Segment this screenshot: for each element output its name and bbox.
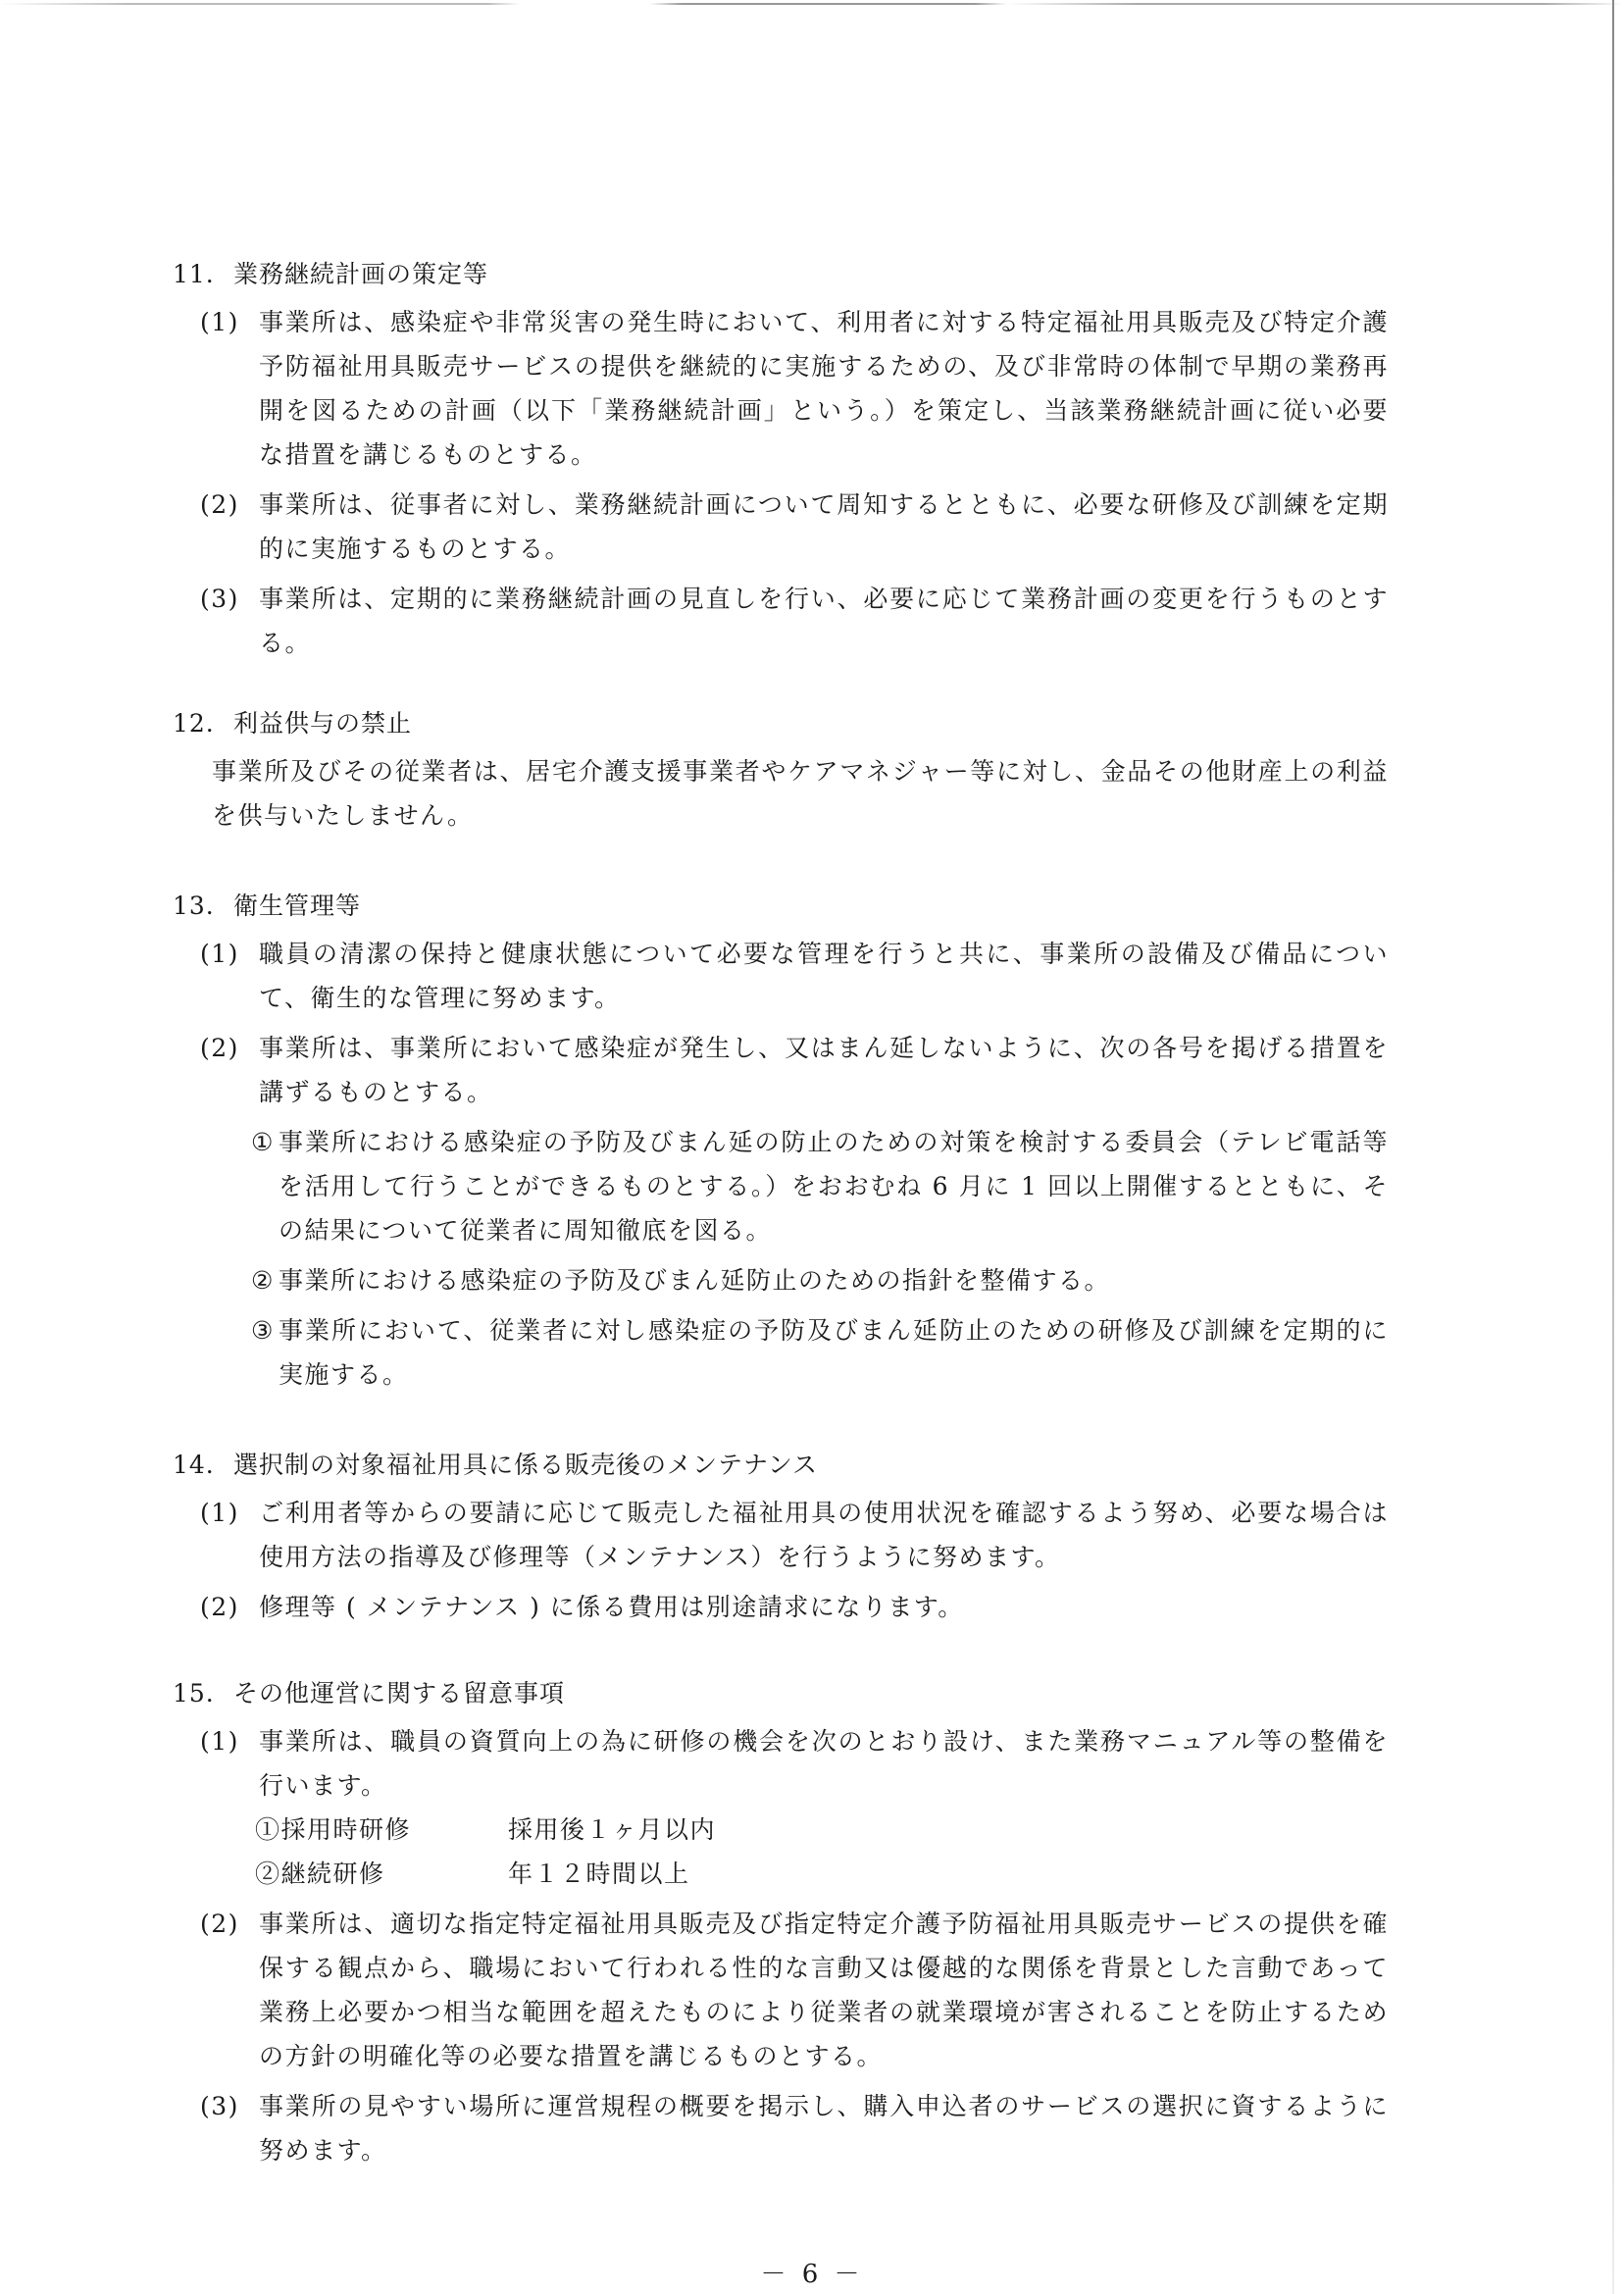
item-text: 事業所は、定期的に業務継続計画の見直しを行い、必要に応じて業務計画の変更を行うものとする。 — [259, 585, 1389, 657]
item-marker: (2) — [200, 1034, 239, 1062]
list-item — [173, 1902, 1389, 2078]
item-marker: (1) — [200, 940, 239, 968]
section-paragraph: 事業所及びその従業者は、居宅介護支援事業者やケアマネジャー等に対し、金品その他財産上の利益を供与いたしません。 — [212, 757, 1389, 830]
section-11 — [173, 257, 1389, 665]
section-heading — [173, 1676, 1389, 1711]
item-marker: (2) — [200, 1593, 239, 1621]
item-text: ご利用者等からの要請に応じて販売した福祉用具の使用状況を確認するよう努め、必要な場合は使用方法の指導及び修理等（メンテナンス）を行うように努めます。 — [259, 1499, 1389, 1571]
item-text: 職員の清潔の保持と健康状態について必要な管理を行うと共に、事業所の設備及び備品について、衛生的な管理に努めます。 — [259, 940, 1389, 1012]
section-heading — [173, 1448, 1389, 1483]
sub-item-marker: ② — [251, 1266, 275, 1295]
item-marker: (3) — [200, 585, 239, 613]
sub-item — [173, 1308, 1389, 1397]
section-title: 選択制の対象福祉用具に係る販売後のメンテナンス — [233, 1451, 819, 1479]
item-text: 事業所は、事業所において感染症が発生し、又はまん延しないように、次の各号を掲げる措置を講ずるものとする。 — [259, 1034, 1389, 1106]
item-marker: (1) — [200, 1499, 239, 1527]
list-item — [173, 300, 1389, 477]
section-number: 12. — [173, 709, 215, 738]
list-item — [173, 932, 1389, 1020]
section-15 — [173, 1676, 1389, 2172]
item-text: 事業所は、感染症や非常災害の発生時において、利用者に対する特定福祉用具販売及び特定介護予防福祉用具販売サービスの提供を継続的に実施するための、及び非常時の体制で早期の業務再開を図るための計画（以下「業務継続計画」という。）を策定し、当該業務継続計画に従い必要な措置を講じるものとする。 — [259, 308, 1389, 469]
item-text: 事業所は、適切な指定特定福祉用具販売及び指定特定介護予防福祉用具販売サービスの提供を確保する観点から、職場において行われる性的な言動又は優越的な関係を背景とした言動であって業務上必要かつ相当な範囲を超えたものにより従業者の就業環境が害されることを防止するための方針の明確化等の必要な措置を講じるものとする。 — [259, 1910, 1389, 2070]
page-number: － 6 － — [760, 2260, 864, 2289]
item-text: 事業所は、職員の資質向上の為に研修の機会を次のとおり設け、また業務マニュアル等の整備を行います。 — [259, 1727, 1389, 1800]
section-heading — [173, 889, 1389, 924]
training-timing: 採用後１ヶ月以内 — [508, 1815, 717, 1844]
sub-item — [173, 1258, 1389, 1302]
sub-item-text: 事業所における感染症の予防及びまん延防止のための指針を整備する。 — [279, 1266, 1111, 1295]
sub-item — [173, 1120, 1389, 1252]
section-heading — [173, 257, 1389, 292]
list-item — [173, 577, 1389, 665]
item-marker: (1) — [200, 1727, 239, 1756]
item-marker: (2) — [200, 490, 239, 519]
section-number: 11. — [173, 260, 215, 288]
section-number: 13. — [173, 892, 215, 920]
list-item — [173, 1491, 1389, 1579]
list-item — [173, 483, 1389, 571]
section-12 — [173, 706, 1389, 838]
section-13 — [173, 889, 1389, 1397]
item-marker: (3) — [200, 2092, 239, 2120]
training-timing: 年１２時間以上 — [508, 1860, 690, 1888]
item-text: 修理等 ( メンテナンス ) に係る費用は別途請求になります。 — [259, 1593, 964, 1621]
section-heading — [173, 706, 1389, 741]
item-text: 事業所の見やすい場所に運営規程の概要を掲示し、購入申込者のサービスの選択に資するように努めます。 — [259, 2092, 1389, 2165]
section-title: 利益供与の禁止 — [233, 709, 413, 738]
section-number: 14. — [173, 1451, 215, 1479]
sub-item-marker: ③ — [251, 1316, 275, 1345]
sub-item-text: 事業所において、従業者に対し感染症の予防及びまん延防止のための研修及び訓練を定期的に実施する。 — [279, 1316, 1389, 1389]
scan-edge-right — [1612, 0, 1614, 2294]
item-text: 事業所は、従事者に対し、業務継続計画について周知するとともに、必要な研修及び訓練を定期的に実施するものとする。 — [259, 490, 1389, 563]
training-name: ②継続研修 — [255, 1860, 385, 1888]
section-number: 15. — [173, 1679, 215, 1708]
item-marker: (1) — [200, 308, 239, 336]
training-row — [173, 1808, 1389, 1852]
sub-item-marker: ① — [251, 1128, 275, 1156]
sub-item-text: 事業所における感染症の予防及びまん延の防止のための対策を検討する委員会（テレビ電話等を活用して行うことができるものとする。）をおおむね 6 月に 1 回以上開催するとともに、その結果について従業者に周知徹底を図る。 — [279, 1128, 1389, 1245]
training-row — [173, 1852, 1389, 1896]
section-14 — [173, 1448, 1389, 1629]
item-marker: (2) — [200, 1910, 239, 1938]
document-body — [173, 257, 1389, 2178]
section-title: 衛生管理等 — [233, 892, 362, 920]
list-item — [173, 1585, 1389, 1629]
list-item — [173, 1026, 1389, 1114]
section-title: 業務継続計画の策定等 — [233, 260, 489, 288]
section-title: その他運営に関する留意事項 — [233, 1679, 566, 1708]
training-name: ①採用時研修 — [255, 1815, 412, 1844]
list-item — [173, 1719, 1389, 1808]
list-item — [173, 2084, 1389, 2172]
scan-edge-top — [0, 3, 1624, 5]
